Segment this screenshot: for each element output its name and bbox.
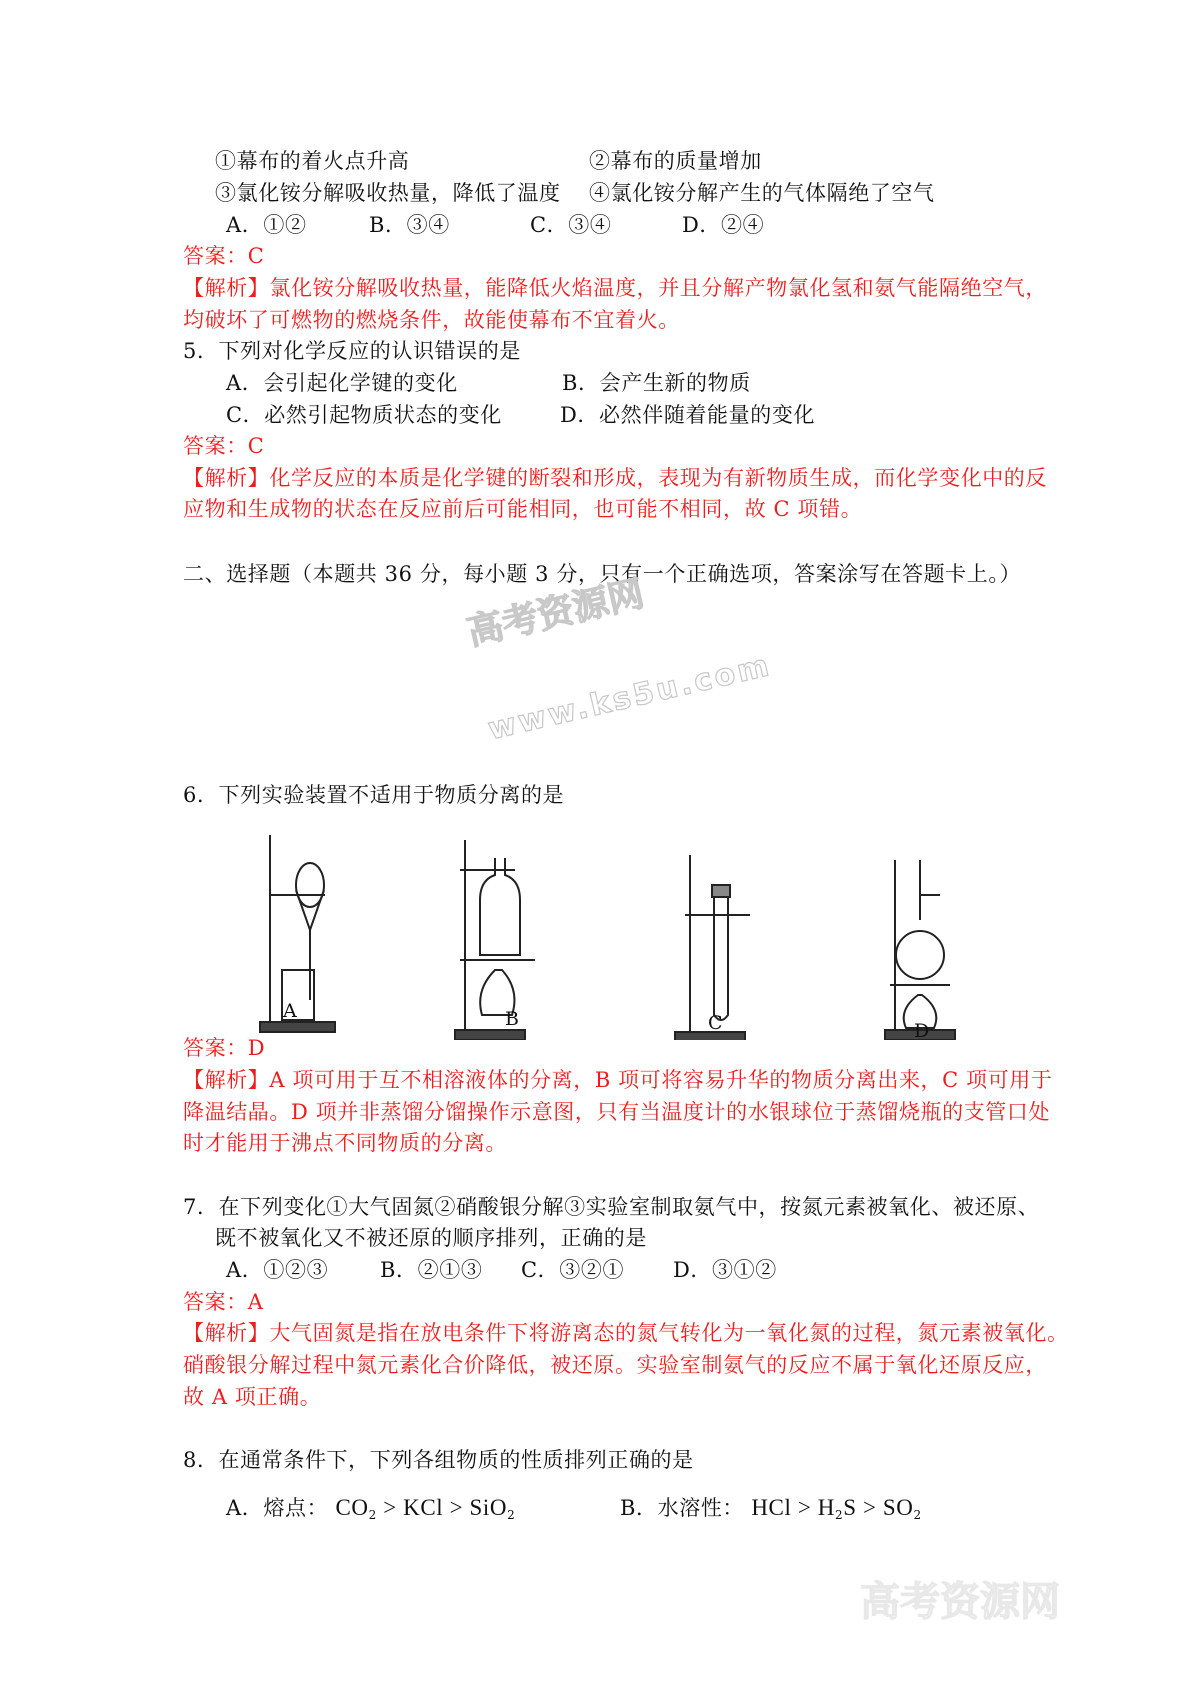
option-b: B．③④ (369, 213, 450, 237)
option-b: B．会产生新的物质 (562, 371, 751, 395)
statement-3: ③氯化铵分解吸收热量，降低了温度 (215, 181, 561, 205)
formula-part: > KCl > SiO (376, 1495, 508, 1520)
watermark-url: www.ks5u.com (484, 647, 775, 748)
analysis-line: 【解析】A 项可用于互不相溶液体的分离，B 项可将容易升华的物质分离出来，C 项可用于 (183, 1068, 1053, 1092)
figure-label-c: C (708, 1012, 723, 1034)
analysis-line: 【解析】大气固氮是指在放电条件下将游离态的氮气转化为一氧化氮的过程，氮元素被氧化。 (183, 1321, 1069, 1345)
option-b (620, 1495, 922, 1528)
apparatus-a-separatory-funnel (260, 835, 335, 1032)
option-a: A．会引起化学键的变化 (226, 371, 458, 395)
analysis-line: 故 A 项正确。 (183, 1385, 322, 1409)
option-a-label: A．熔点： (226, 1496, 329, 1520)
option-a: A．①②③ (226, 1258, 329, 1282)
analysis-line: 硝酸银分解过程中氮元素化合价降低，被还原。实验室制氨气的反应不属于氧化还原反应， (183, 1353, 1047, 1377)
option-b-label: B．水溶性： (620, 1496, 745, 1520)
question-5: 5．下列对化学反应的认识错误的是 (183, 339, 521, 363)
statement-4: ④氯化铵分解产生的气体隔绝了空气 (589, 181, 935, 205)
answer: 答案：D (183, 1036, 266, 1060)
apparatus-figure (250, 820, 970, 1040)
apparatus-d-distillation (885, 860, 955, 1040)
formula-part: HCl > H (751, 1495, 835, 1520)
subscript: 2 (368, 1508, 377, 1522)
subscript: 2 (507, 1508, 516, 1522)
watermark-cn-faint: 高考资源网 (860, 1579, 1060, 1625)
option-c: C．③②① (521, 1258, 625, 1282)
option-a: A．①② (226, 213, 307, 237)
figure-label-d: D (914, 1020, 930, 1042)
subscript: 2 (913, 1508, 922, 1522)
question-7: 7．在下列变化①大气固氮②硝酸银分解③实验室制取氨气中，按氮元素被氧化、被还原、 (183, 1195, 1040, 1219)
option-d: D．③①② (673, 1258, 777, 1282)
analysis-line: 【解析】化学反应的本质是化学键的断裂和形成，表现为有新物质生成，而化学变化中的反 (183, 466, 1047, 490)
analysis-line: 降温结晶。D 项并非蒸馏分馏操作示意图，只有当温度计的水银球位于蒸馏烧瓶的支管口处 (183, 1100, 1051, 1124)
answer: 答案：C (183, 244, 265, 268)
analysis-line: 时才能用于沸点不同物质的分离。 (183, 1131, 507, 1155)
analysis-line: 均破坏了可燃物的燃烧条件，故能使幕布不宜着火。 (183, 308, 680, 332)
option-b: B．②①③ (380, 1258, 483, 1282)
subscript: 2 (834, 1508, 844, 1522)
answer: 答案：C (183, 434, 265, 458)
analysis-line: 应物和生成物的状态在反应前后可能相同，也可能不相同，故 C 项错。 (183, 497, 863, 521)
formula-part: CO (335, 1495, 369, 1520)
option-d: D．②④ (682, 213, 765, 237)
watermark-cn: 高考资源网 (463, 573, 648, 654)
question-7-cont: 既不被氧化又不被还原的顺序排列，正确的是 (215, 1226, 647, 1250)
figure-label-b: B (505, 1008, 519, 1030)
option-c: C．③④ (530, 213, 612, 237)
statement-2: ②幕布的质量增加 (589, 149, 762, 173)
analysis-line: 【解析】氯化铵分解吸收热量，能降低火焰温度，并且分解产物氯化氢和氨气能隔绝空气， (183, 276, 1047, 300)
answer: 答案：A (183, 1290, 264, 1314)
option-a (226, 1495, 515, 1528)
formula-part: S > SO (843, 1495, 914, 1520)
option-c: C．必然引起物质状态的变化 (226, 403, 502, 427)
option-d: D．必然伴随着能量的变化 (560, 403, 816, 427)
apparatus-b-sublimation (455, 840, 535, 1040)
question-6: 6．下列实验装置不适用于物质分离的是 (183, 783, 565, 807)
statement-1: ①幕布的着火点升高 (215, 149, 410, 173)
figure-label-a: A (283, 1000, 297, 1022)
section-heading: 二、选择题（本题共 36 分，每小题 3 分，只有一个正确选项，答案涂写在答题卡上。） (183, 562, 1022, 586)
question-8: 8．在通常条件下，下列各组物质的性质排列正确的是 (183, 1448, 694, 1472)
